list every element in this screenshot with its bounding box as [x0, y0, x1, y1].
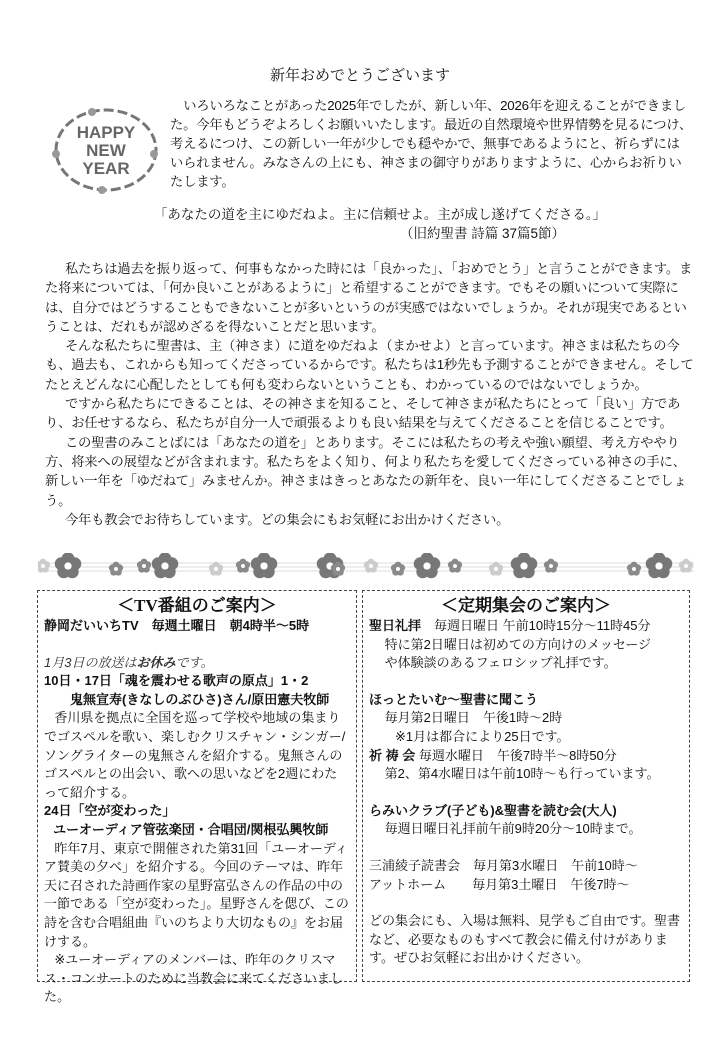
plum-blossom-icon [489, 562, 503, 576]
meeting-athome: アットホーム 毎月第3土曜日 午後7時～ [369, 876, 630, 892]
plum-blossom-icon [152, 553, 179, 578]
meetings-heading: ＜定期集会のご案内＞ [441, 596, 611, 615]
episode-guest: ユーオーディア管弦楽団・合唱団/関根弘興牧師 [53, 821, 329, 837]
meeting-name: 聖日礼拝 [369, 618, 422, 633]
episode-guest: 鬼無宣寿(きなしのぶひさ)さん/原田憲夫牧師 [70, 691, 330, 707]
plum-blossom-icon [55, 553, 82, 578]
notice-bold: お休み [136, 654, 176, 670]
meeting-note: 第2、第4水曜日は午前10時～も行っています。 [384, 766, 660, 782]
plum-blossom-icon [251, 553, 278, 578]
plum-blossom-icon [646, 553, 673, 578]
body-paragraph: この聖書のみことばには「あなたの道を」とあります。そこには私たちの考えや強い願望、考え方ややり方、将来への展望などが含まれます。私たちをよく知り、何より私たちを愛してくださっている神さの手に、新しい一年を「ゆだねて」みませんか。神さまはきっとあなたの新年を、良い一年にしてくださることでしょう。 [45, 434, 687, 508]
meeting-time: 毎週水曜日 午後7時半～8時50分 [418, 747, 617, 763]
plum-blossom-icon [236, 559, 250, 573]
tv-program-box [37, 590, 357, 1005]
meeting-time: 毎週日曜日礼拝前午前9時20分～10時まで。 [384, 821, 642, 837]
notice-text: 1月3日の放送は [44, 654, 137, 670]
body-paragraph: そんな私たちに聖書は、主（神さま）に道をゆだねよ（まかせよ）と言っています。神さまは私たちの今も、過去も、これからも知ってくださっているからです。私たちは1秒先も予測することができません。そしてたとえどんなに心配したとしても何も変わらないということも、わかっているのではないでしょうか。 [45, 338, 694, 392]
tv-station: 静岡だいいちTV 毎週土曜日 朝4時半～5時 [44, 618, 310, 633]
plum-blossom-icon [679, 559, 693, 573]
plum-blossom-icon [511, 553, 538, 578]
meeting-time: 毎月第2日曜日 午後1時～2時 [384, 710, 563, 726]
meeting-note: 特に第2日曜日は初めての方向けのメッセージ [384, 636, 652, 652]
greeting-paragraph: いろいろなことがあった2025年でしたが、新しい年、2026年を迎えることができました。今年もどうぞよろしくお願いいたします。最近の自然環境や世界情勢を見るにつけ、考えるにつけ、この新しい一年が少しでも穏やかで、無事であるようにと、祈らずにはいられません。みなさんの上にも、神さまの御守りがありますように、心からお祈りいたします。 [170, 98, 693, 189]
message-body [45, 259, 697, 529]
plum-blossom-icon [109, 562, 123, 576]
tv-heading: ＜TV番組のご案内＞ [117, 596, 277, 615]
body-paragraph: ですから私たちにできることは、その神さまを知ること、そして神さまが私たちにとって「良い」方であり、お任せするなら、私たちが自分一人で頑張るよりも良い結果を与えてくださることを信じることです。 [45, 396, 681, 431]
tv-notice [44, 654, 350, 673]
happy-new-year-logo [48, 104, 164, 196]
svg-text:HAPPY: HAPPY [76, 123, 136, 142]
scripture-quote: 「あなたの道を主にゆだねよ。主に信頼せよ。主が成し遂げてくださる。」 [153, 207, 607, 222]
body-paragraph: 私たちは過去を振り返って、何事もなかった時には「良かった」、「おめでとう」と言うことができます。また将来については、「何か良いことがあるように」と希望することができます。でもその願いについて実際には、自分ではどうすることもできないことが多いというのが実感ではないでしょうか。それが現実であるということは、だれもが認めざるを得ないことだと思います。 [45, 261, 693, 334]
scripture-citation: （旧約聖書 詩篇 37篇5節） [400, 226, 566, 241]
episode-title: 24日「空が変わった」 [44, 803, 176, 819]
page-title: 新年おめでとうございます [269, 67, 450, 84]
episode-description: 香川県を拠点に全国を巡って学校や地域の集まりでゴスペルを歌い、楽しむクリスチャン・シンガー/ソングライターの鬼無さんを紹介する。鬼無さんのゴスペルとの出会い、歌への思いなどを2週にわたって紹介する。 [44, 710, 346, 800]
episode-note: ※ユーオーディアのメンバーは、昨年のクリスマス・コンサートのために当教会に来てくださいました。 [44, 952, 344, 1005]
meeting-name: 祈 祷 会 [369, 747, 416, 763]
meeting-name: らみいクラブ(子ども)&聖書を読む会(大人) [369, 802, 617, 818]
episode-description: 昨年7月、東京で開催された第31回「ユーオーディア賛美の夕べ」を紹介する。今回のテーマは、昨年天に召された詩画作家の星野富弘さんの作品の中の一節である「空が変わった」。星野さんを偲び、この詩を含む合唱組曲『いのちより大切なもの』をお届けする。 [44, 840, 349, 949]
plum-blossom-icon [38, 559, 50, 573]
plum-blossom-icon [414, 553, 441, 578]
meeting-miura: 三浦綾子読書会 毎月第3水曜日 午前10時～ [369, 857, 638, 873]
plum-blossom-icon [209, 562, 223, 576]
plum-blossom-divider [38, 553, 694, 581]
plum-blossom-icon [391, 562, 405, 576]
meetings-closing: どの集会にも、入場は無料、見学もご自由です。聖書など、必要なものもすべて教会に備え付けがあります。ぜひお気軽にお出かけください。 [369, 913, 680, 966]
plum-blossom-icon [544, 559, 558, 573]
meeting-note: ※1月は都合により25日です。 [395, 728, 570, 744]
meeting-note: や体験談のあるフェロシップ礼拝です。 [384, 655, 617, 671]
plum-blossom-icon [137, 559, 151, 573]
meeting-name: ほっとたいむ～聖書に聞こう [369, 691, 539, 707]
plum-blossom-icon [448, 559, 462, 573]
svg-text:NEW: NEW [86, 141, 126, 160]
body-paragraph: 今年も教会でお待ちしています。どの集会にもお気軽にお出かけください。 [64, 511, 510, 527]
plum-blossom-icon [627, 562, 641, 576]
meetings-box [362, 590, 690, 982]
episode-title: 10日・17日「魂を震わせる歌声の原点」1・2 [44, 673, 309, 689]
meeting-time: 毎週日曜日 午前10時15分～11時45分 [434, 618, 651, 633]
plum-blossom-icon [364, 559, 378, 573]
notice-text: です。 [175, 654, 214, 670]
svg-text:YEAR: YEAR [82, 159, 130, 178]
